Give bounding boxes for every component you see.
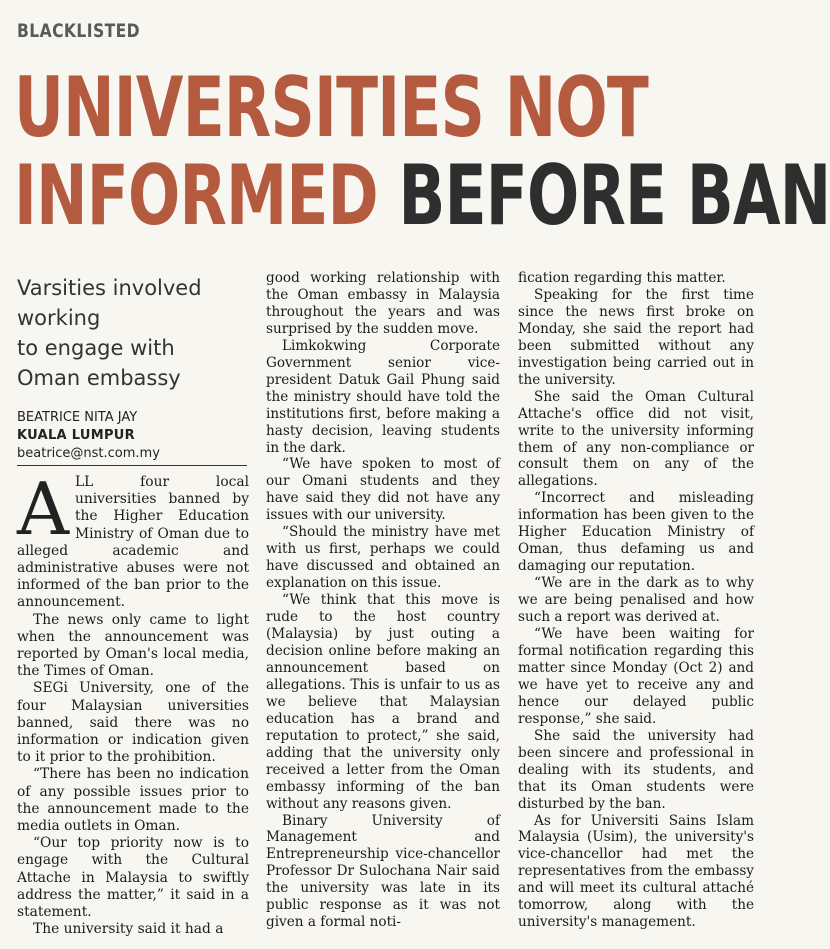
article-paragraph: Binary University of Management and Entrepreneurship vice-chancellor Professor Dr Sulochana Nair said the university was late in its public response as it was not given a formal noti- (266, 812, 500, 931)
section-kicker: BLACKLISTED (17, 20, 141, 42)
article-paragraph: “Incorrect and misleading information has been given to the Higher Education Ministry of Oman, thus defaming us and damaging our reputation. (518, 490, 754, 575)
article-paragraph: Speaking for the first time since the news first broke on Monday, she said the report had been submitted without any investigation being carried out in the university. (518, 286, 754, 388)
article-paragraph: “There has been no indication of any possible issues prior to the announcement made to the media outlets in Oman. (17, 766, 249, 835)
byline-location: KUALA LUMPUR (17, 428, 135, 443)
article-paragraph: “Should the ministry have met with us first, perhaps we could have discussed and obtained an explanation on this issue. (266, 524, 500, 592)
article-paragraph: “We have spoken to most of our Omani students and they have said they did not have any issues with our university. (266, 456, 500, 524)
headline (14, 59, 830, 244)
deck (17, 270, 249, 393)
article-paragraph: SEGi University, one of the four Malaysian universities banned, said there was no information or indication given to it prior to the prohibition. (17, 680, 249, 766)
headline-line-2 (14, 147, 830, 244)
article-paragraph: The news only came to light when the announcement was reported by Oman's local media, the Times of Oman. (17, 611, 249, 680)
headline-line2-dark-text: BEFORE BAN (398, 147, 830, 244)
headline-line2-red-text: INFORMED (14, 147, 378, 244)
article-paragraph: “We think that this move is rude to the host country (Malaysia) by just outing a decision online before making an announcement based on allegations. This is unfair to us as we believe that Malaysian education has a brand and reputation to protect,” she said, adding that the university only received a letter from the Oman embassy informing of the ban without any reasons given. (266, 592, 500, 812)
deck-line: Varsities involved (17, 276, 202, 300)
byline-email[interactable]: beatrice@nst.com.my (17, 446, 160, 461)
deck-line: working (17, 306, 101, 330)
byline (17, 409, 249, 463)
article-paragraph: The university said it had a (33, 921, 224, 938)
article-column-1 (17, 270, 249, 938)
article-paragraph: She said the university had been sincere and professional in dealing with its students, and that its Oman students were disturbed by the ban. (518, 727, 754, 812)
drop-cap: A (17, 467, 69, 551)
article-paragraph: As for Universiti Sains Islam Malaysia (Usim), the university's vice-chancellor had met the representatives from the embassy and will meet its cultural attaché tomorrow, along with the university's management. (518, 812, 754, 931)
byline-divider (17, 465, 247, 466)
article-paragraph: “We are in the dark as to why we are being penalised and how such a report was derived at. (518, 575, 754, 626)
article-paragraph: ALL four local universities banned by the Higher Education Ministry of Oman due to alleged academic and administrative abuses were not informed of the ban prior to the announcement. (17, 467, 249, 611)
article-paragraph: good working relationship with the Oman embassy in Malaysia throughout the years and was surprised by the sudden move. (266, 270, 500, 337)
deck-line: Oman embassy (17, 366, 181, 390)
byline-author: BEATRICE NITA JAY (17, 410, 138, 425)
article-paragraph: Limkokwing Corporate Government senior vice-president Datuk Gail Phung said the ministry should have told the institutions first, before making a hasty decision, leaving students in the dark. (266, 337, 500, 456)
article-paragraph: fication regarding this matter. (518, 270, 726, 286)
article-paragraph: She said the Oman Cultural Attache's office did not visit, write to the university informing them of any non-compliance or consult them on any of the allegations. (518, 388, 754, 490)
article-paragraph: “We have been waiting for formal notification regarding this matter since Monday (Oct 2) and we have yet to receive any and hence our delayed public response,” she said. (518, 626, 754, 727)
headline-line-1 (14, 59, 649, 156)
article-column-2 (266, 270, 500, 931)
deck-line: to engage with (17, 336, 175, 360)
headline-line1-text: UNIVERSITIES NOT (14, 59, 649, 156)
article-column-3 (518, 270, 754, 931)
article-paragraph: “Our top priority now is to engage with the Cultural Attache in Malaysia to swiftly address the matter,” it said in a statement. (17, 835, 249, 921)
